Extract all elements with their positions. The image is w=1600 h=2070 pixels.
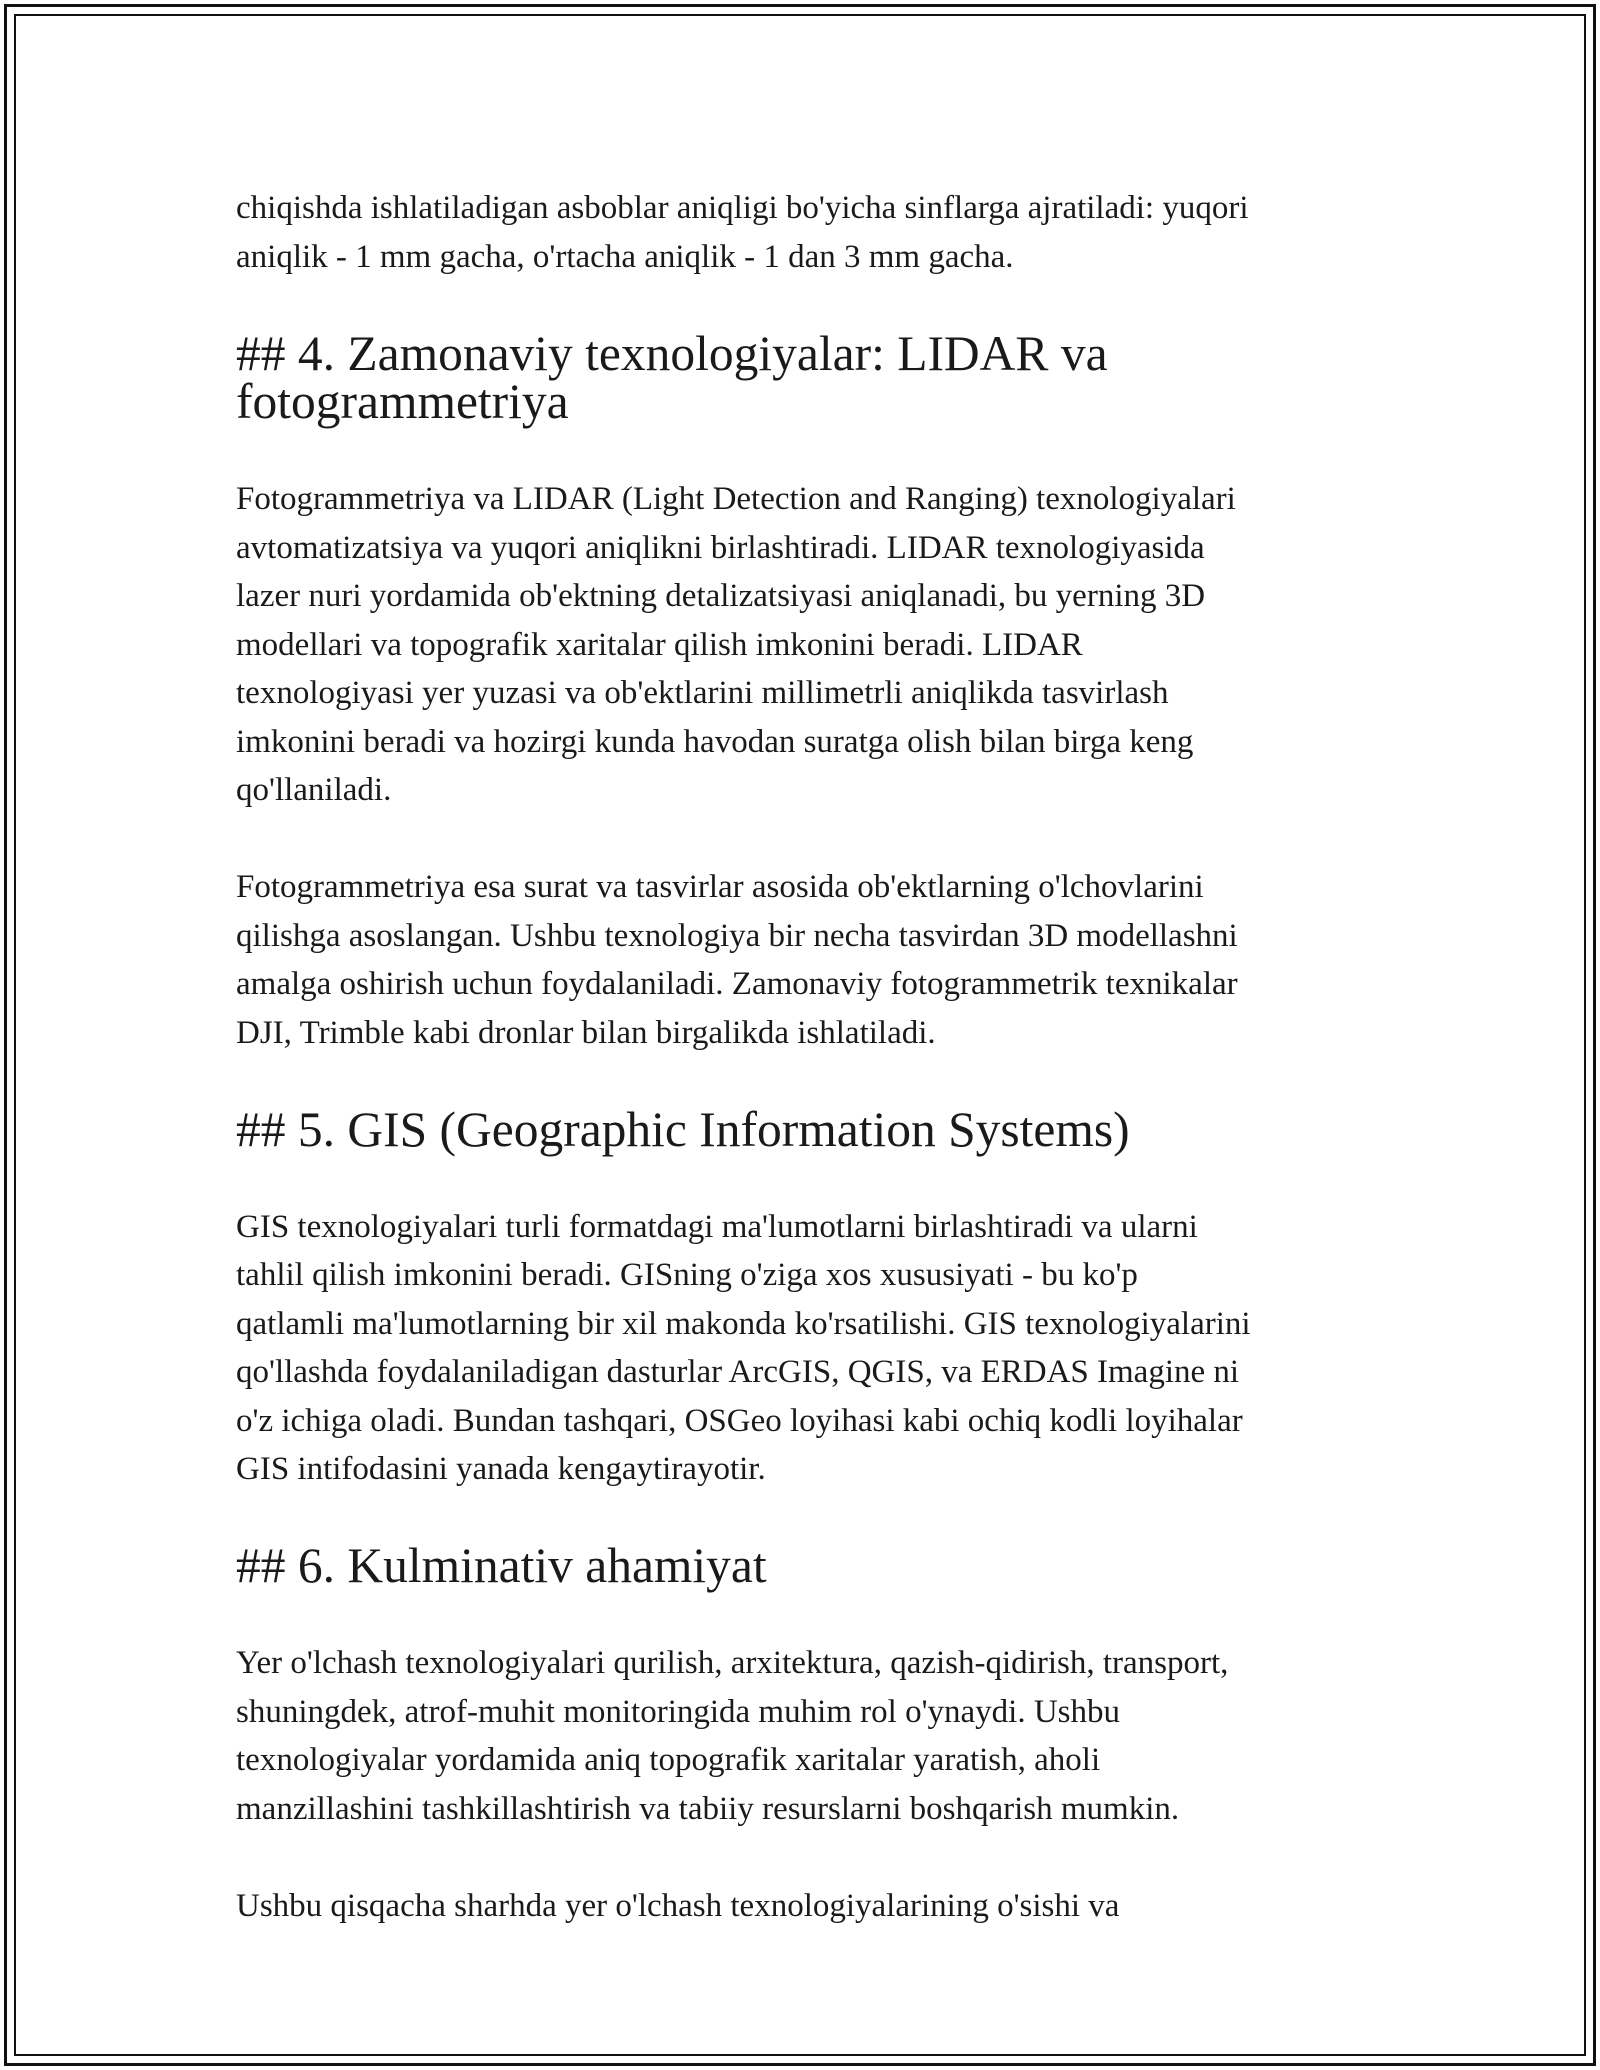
document-body: [236, 184, 1396, 1979]
paragraph-summary: Ushbu qisqacha sharhda yer o'lchash texnologiyalarining o'sishi va: [236, 1887, 1120, 1924]
heading-section-5: ## 5. GIS (Geographic Information Systems): [236, 1101, 1130, 1157]
paragraph-lidar: Fotogrammetriya va LIDAR (Light Detection and Ranging) texnologiyalari avtomatizatsiya va yuqori aniqlikni birlashtiradi. LIDAR texnologiyasida lazer nuri yordamida ob'ektning detalizatsiyasi aniqlanadi, bu yerning 3D modellari va topografik xaritalar qilish imkonini beradi. LIDAR texnologiyasi yer yuzasi va ob'ektlarini millimetrli aniqlikda tasvirlash imkonini beradi va hozirgi kunda havodan suratga olish bilan birga keng qo'llaniladi.: [236, 481, 1236, 808]
paragraph-importance: Yer o'lchash texnologiyalari qurilish, arxitektura, qazish-qidirish, transport, shuningdek, atrof-muhit monitoringida muhim rol o'ynaydi. Ushbu texnologiyalar yordamida aniq topografik xaritalar yaratish, aholi manzillashini tashkillashtirish va tabiiy resurslarni boshqarish mumkin.: [236, 1645, 1229, 1827]
heading-section-4: ## 4. Zamonaviy texnologiyalar: LIDAR va fotogrammetriya: [236, 325, 1108, 429]
heading-section-6: ## 6. Kulminativ ahamiyat: [236, 1538, 767, 1593]
paragraph-gis: GIS texnologiyalari turli formatdagi ma'lumotlarni birlashtiradi va ularni tahlil qilish imkonini beradi. GISning o'ziga xos xususiyati - bu ko'p qatlamli ma'lumotlarning bir xil makonda ko'rsatilishi. GIS texnologiyalarini qo'llashda foydalaniladigan dasturlar ArcGIS, QGIS, va ERDAS Imagine ni o'z ichiga oladi. Bundan tashqari, OSGeo loyihasi kabi ochiq kodli loyihalar GIS intifodasini yanada kengaytirayotir.: [236, 1208, 1251, 1487]
paragraph-photogrammetry: Fotogrammetriya esa surat va tasvirlar asosida ob'ektlarning o'lchovlarini qilishga asoslangan. Ushbu texnologiya bir necha tasvirdan 3D modellashni amalga oshirish uchun foydalaniladi. Zamonaviy fotogrammetrik texnikalar DJI, Trimble kabi dronlar bilan birgalikda ishlatiladi.: [236, 869, 1238, 1051]
paragraph-accuracy-classes: chiqishda ishlatiladigan asboblar aniqligi bo'yicha sinflarga ajratiladi: yuqori aniqlik - 1 mm gacha, o'rtacha aniqlik - 1 dan 3 mm gacha.: [236, 190, 1249, 275]
